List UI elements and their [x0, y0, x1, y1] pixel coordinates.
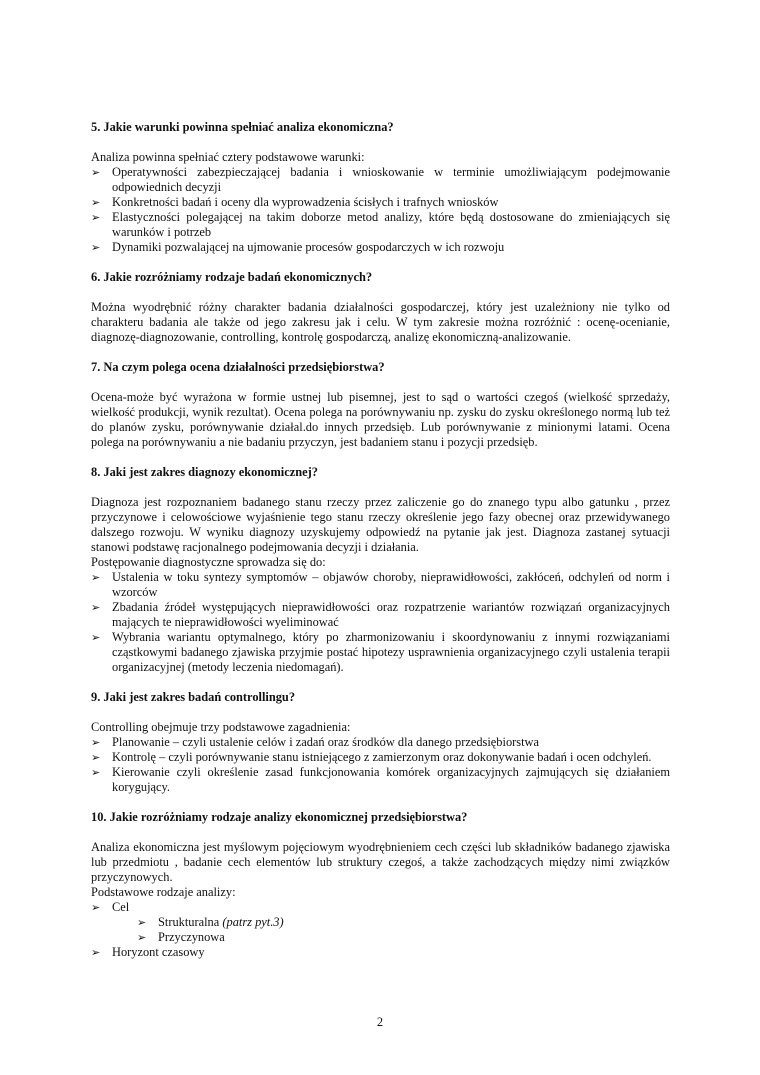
list-item: ➢ Kontrolę – czyli porównywanie stanu istniejącego z zamierzonym oraz dokonywanie badań i ocen odchyleń.	[91, 750, 652, 764]
arrow-bullet-icon: ➢	[91, 901, 101, 914]
list-item: ➢ Konkretności badań i oceny dla wyprowadzenia ścisłych i trafnych wniosków	[91, 195, 499, 209]
arrow-bullet-icon: ➢	[91, 946, 101, 959]
section-10-list	[91, 900, 670, 915]
list-item: ➢ Przyczynowa	[137, 930, 225, 944]
heading-question-7: 7. Na czym polega ocena działalności przedsiębiorstwa?	[91, 360, 385, 374]
list-item: ➢ Kierowanie czyli określenie zasad funkcjonowania komórek organizacyjnych zajmujących się działaniem korygujący.	[91, 765, 670, 794]
arrow-bullet-icon: ➢	[91, 166, 101, 179]
arrow-bullet-icon: ➢	[91, 571, 101, 584]
list-item: ➢ Ustalenia w toku syntezy symptomów – objawów choroby, nieprawidłowości, zakłóceń, odchyleń od norm i wzorców	[91, 570, 670, 599]
list-item: ➢ Wybrania wariantu optymalnego, który po zharmonizowaniu i skoordynowaniu z innymi rozwiązaniami cząstkowymi badanego zjawiska przyjmie postać hipotezy usprawnienia organizacyjnego czyli ustalenia terapii organizacyjnej (metody leczenia niedomagań).	[91, 630, 670, 674]
heading-question-8: 8. Jaki jest zakres diagnozy ekonomicznej?	[91, 465, 318, 479]
section-10-sublist	[137, 915, 670, 945]
heading-question-5: 5. Jakie warunki powinna spełniać analiza ekonomiczna?	[91, 120, 394, 134]
heading-question-10: 10. Jakie rozróżniamy rodzaje analizy ekonomicznej przedsiębiorstwa?	[91, 810, 468, 824]
section-7-text: Ocena-może być wyrażona w formie ustnej lub pisemnej, jest to sąd o wartości czegoś (wielkość sprzedaży, wielkość produkcji, wynik rezultat). Ocena polega na porównywaniu np. zysku do zysku określonego normą lub też do planów zysku, porównywanie działal.do innych przedsięb. Lub porównywanie z minionymi latami. Ocena polega na porównywaniu a nie badaniu przyczyn, jest badaniem stanu i pozycji przedsięb.	[91, 390, 670, 449]
arrow-bullet-icon: ➢	[91, 751, 101, 764]
page-number: 2	[376, 1015, 384, 1029]
section-9-list	[91, 735, 670, 795]
list-item: ➢ Operatywności zabezpieczającej badania i wnioskowanie w terminie umożliwiającym podejmowanie odpowiednich decyzji	[91, 165, 670, 194]
section-6-text: Można wyodrębnić różny charakter badania działalności gospodarczej, który jest uzależniony nie tylko od charakteru badania ale także od jego zakresu jak i celu. W tym zakresie można rozróżnić : ocenę-ocenianie, diagnozę-diagnozowanie, controlling, kontrolę gospodarczą, analizę ekonomiczną-analizowanie.	[91, 300, 670, 344]
list-item: ➢ Dynamiki pozwalającej na ujmowanie procesów gospodarczych w ich rozwoju	[91, 240, 505, 254]
heading-question-6: 6. Jakie rozróżniamy rodzaje badań ekonomicznych?	[91, 270, 373, 284]
section-8-text: Diagnoza jest rozpoznaniem badanego stanu rzeczy przez zaliczenie go do znanego typu albo gatunku , przez przyczynowe i celowościowe wyjaśnienie tego stanu rzeczy określenie jego fazy obecnej oraz przewidywanego dalszego rozwoju. W wyniku diagnozy uzyskujemy odpowiedź na pytanie jak jest. Diagnoza zastanej sytuacji stanowi podstawę racjonalnego podejmowania decyzji i działania.	[91, 495, 670, 554]
cross-reference-note: (patrz pyt.3)	[222, 915, 284, 929]
section-8-list	[91, 570, 670, 675]
page-content	[91, 120, 670, 960]
heading-question-9: 9. Jaki jest zakres badań controllingu?	[91, 690, 296, 704]
arrow-bullet-icon: ➢	[91, 601, 101, 614]
section-9-intro: Controlling obejmuje trzy podstawowe zagadnienia:	[91, 720, 351, 734]
section-10-list-continued	[91, 945, 670, 960]
arrow-bullet-icon: ➢	[137, 931, 147, 944]
arrow-bullet-icon: ➢	[91, 766, 101, 779]
arrow-bullet-icon: ➢	[91, 631, 101, 644]
arrow-bullet-icon: ➢	[91, 196, 101, 209]
section-5-intro: Analiza powinna spełniać cztery podstawowe warunki:	[91, 150, 365, 164]
section-10-intro: Podstawowe rodzaje analizy:	[91, 885, 236, 899]
list-item: ➢ Horyzont czasowy	[91, 945, 205, 959]
section-5-list	[91, 165, 670, 255]
arrow-bullet-icon: ➢	[137, 916, 147, 929]
arrow-bullet-icon: ➢	[91, 211, 101, 224]
arrow-bullet-icon: ➢	[91, 736, 101, 749]
list-item: ➢ Elastyczności polegającej na takim doborze metod analizy, które będą dostosowane do zmieniających się warunków i potrzeb	[91, 210, 670, 239]
section-8-intro: Postępowanie diagnostyczne sprowadza się do:	[91, 555, 326, 569]
list-item: ➢ Zbadania źródeł występujących nieprawidłowości oraz rozpatrzenie wariantów rozwiązań organizacyjnych mających te nieprawidłowości wyeliminować	[91, 600, 670, 629]
list-item: ➢ Strukturalna (patrz pyt.3)	[137, 915, 284, 929]
list-item: ➢ Cel	[91, 900, 130, 914]
list-item: ➢ Planowanie – czyli ustalenie celów i zadań oraz środków dla danego przedsiębiorstwa	[91, 735, 539, 749]
arrow-bullet-icon: ➢	[91, 241, 101, 254]
section-10-text: Analiza ekonomiczna jest myślowym pojęciowym wyodrębnieniem cech części lub składników badanego zjawiska lub przedmiotu , badanie cech elementów lub struktury czegoś, a także zachodzących między nimi związków przyczynowych.	[91, 840, 670, 884]
